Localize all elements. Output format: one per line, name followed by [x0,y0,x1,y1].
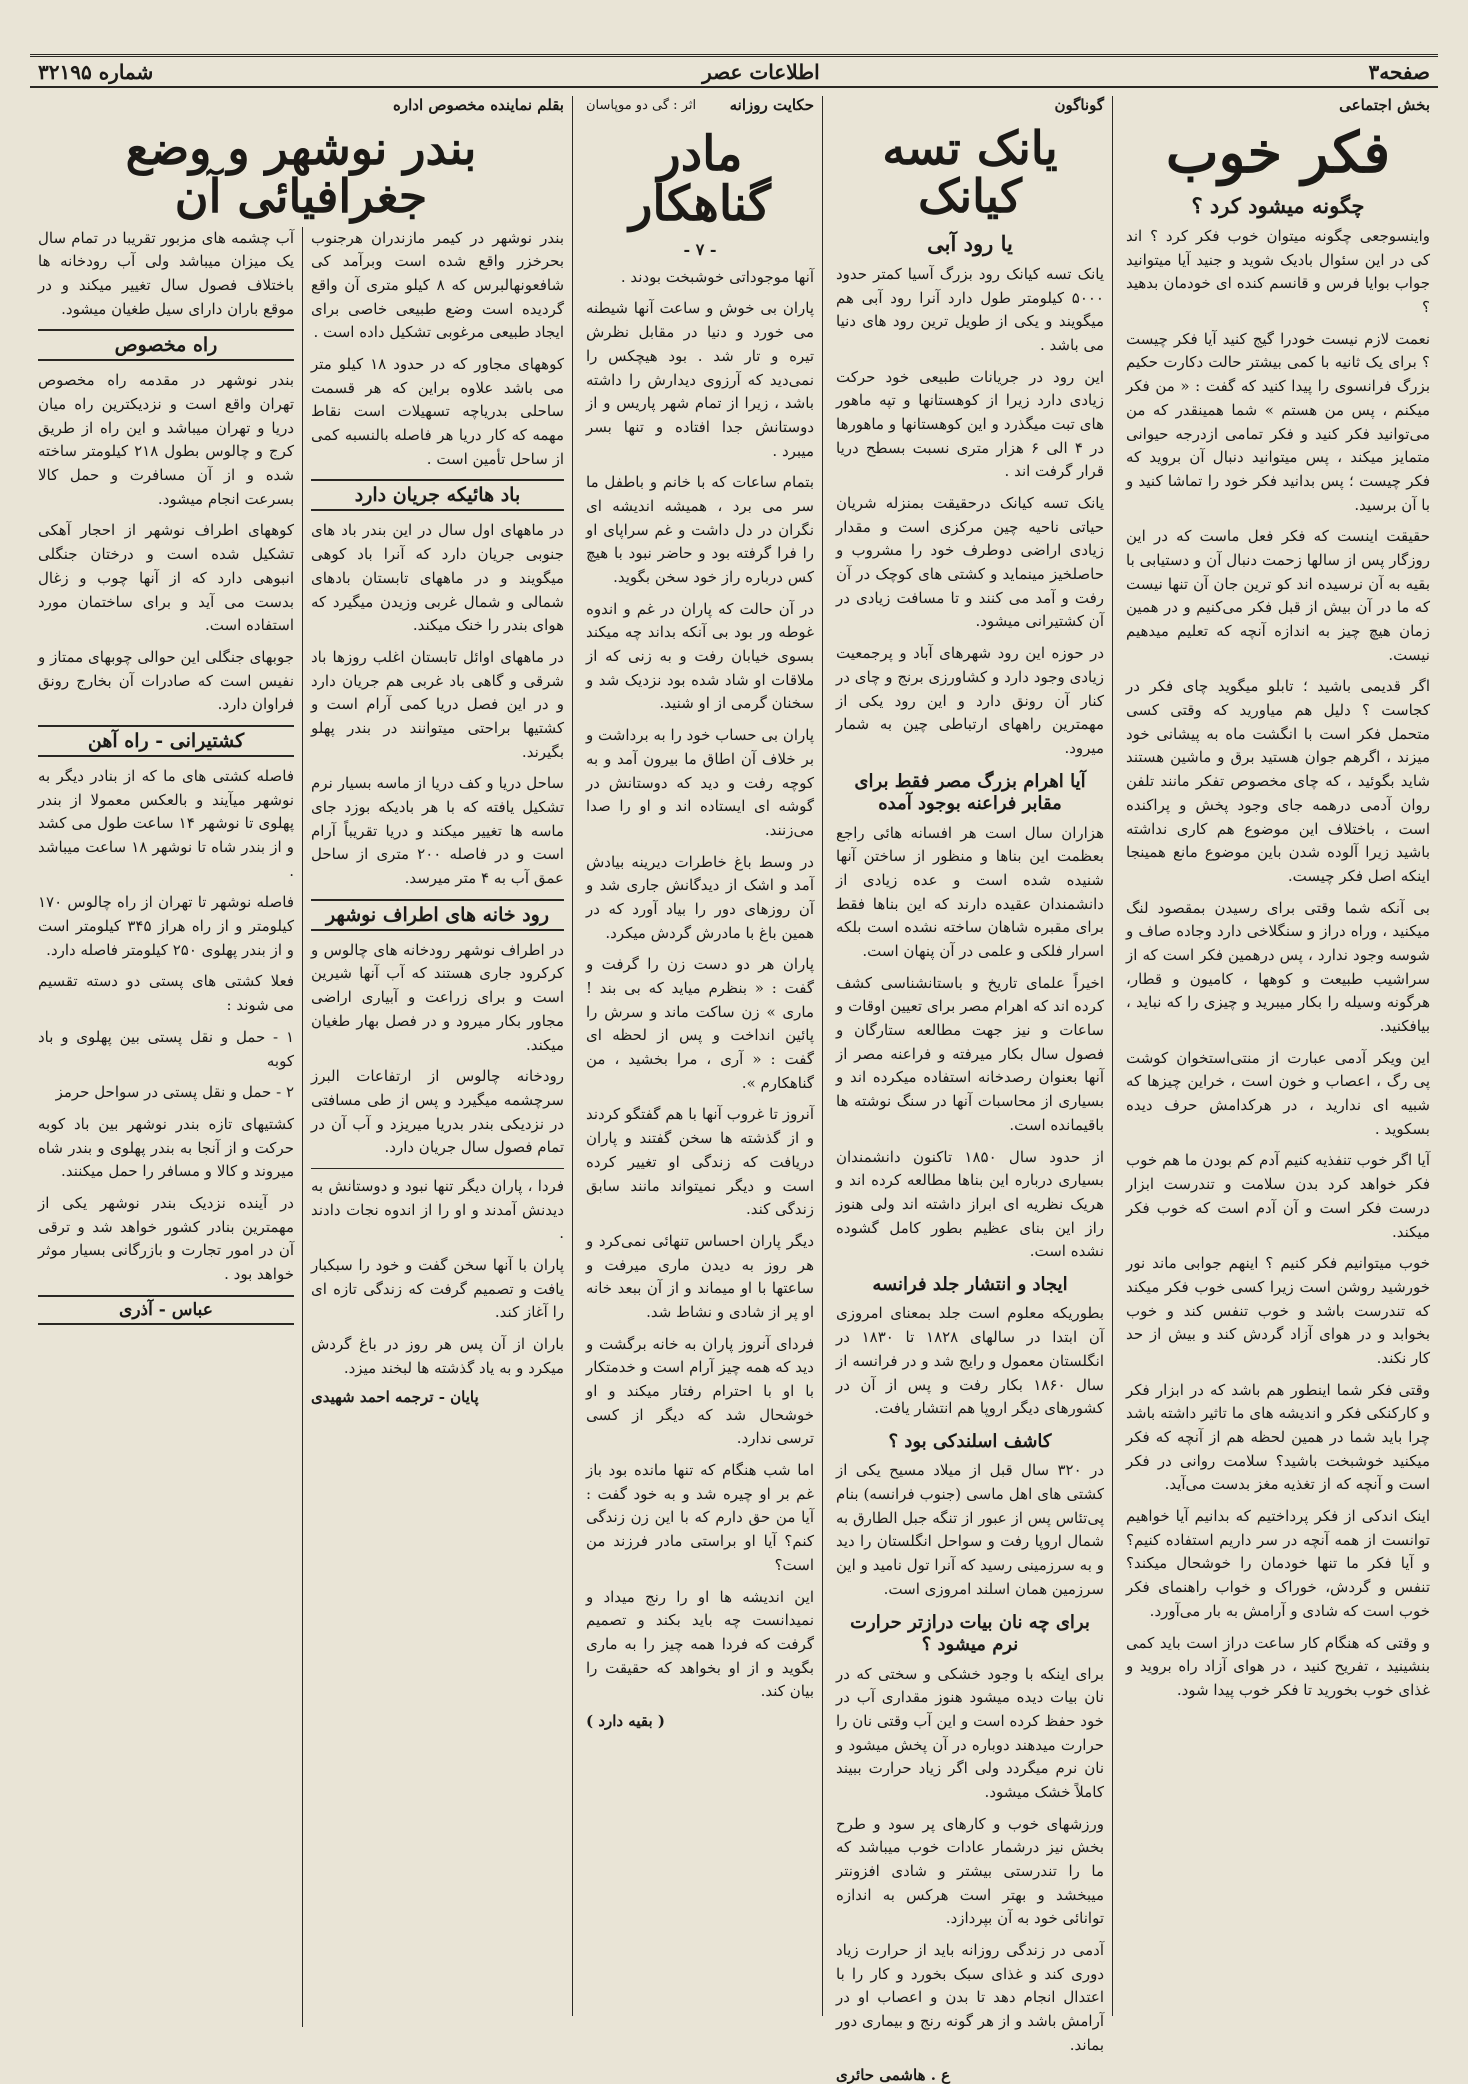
paragraph: در آن حالت که پاران در غم و اندوه غوطه ور بود بی آنکه بداند چه میکند بسوی خیابان رفت و به زنی که از ملاقات او شاد شده بود نزدیک شد و سخنان گرمی از او شنید. [586,599,814,713]
paragraph: آیا اگر خوب تنفذیه کنیم آدم کم بودن ما هم خوب فکر خواهد کرد بدن سلامت و تندرست ابزار درست فکر است و آن آدم است که خوب فکر میکند. [1126,1151,1430,1241]
paragraph: فردای آنروز پاران به خانه برگشت و دید که همه چیز آرام است و خدمتکار با او با احترام رفتار میکند و او خوشحال شد که دیگر از کسی ترسی ندارد. [586,1334,814,1448]
section-label: حکایت روزانه [729,96,814,114]
paragraph: اگر قدیمی باشید ؛ تابلو میگوید چای فکر در کجاست ؟ دلیل هم میاورید که وقتی کسی متحمل فکر است با انگشت ماه به پیشانی خود میزند ، اگرهم جوان هستید برق و ماشین هستند شاید بگوئید ، که چای مخصوص تفکر مانند تلفن روان آدمی درهمه جای وجود پخش و پراکنده است ، باختلاف این موضوع هم کاری نداشته باشید زیرا آلوده شدن باین موضوع مانع همینجا اینکه اصل فکر چیست. [1126,677,1430,885]
paragraph: خوب میتوانیم فکر کنیم ؟ اینهم جوابی ماند نور خورشید روشن است زیرا کسی خوب فکر میکند که تندرست باشد و خوب تنفس کند و خوب بخوابد و در هوای آزاد گردش کند و بیش از حد کار نکند. [1126,1254,1430,1367]
paragraph: نعمت لازم نیست خودرا گیج کنید آیا فکر چیست ؟ برای یک ثانیه با کمی بیشتر حالت دکارت حکیم بزرگ فرانسوی را پیدا کنید که گفت : « من فکر میکنم ، پس من هستم » شما همینقدر که من می‌توانید فکر کنید و فکر تمامی ازدرجه حیوانی متمایز میکند ، پس میتوانید دنبال آن بروید که فکر چیست ؛ پس بدانید فکر خود را تماشا کنید و با آن برسید. [1126,329,1430,514]
subhead-blue-river: یا رود آبی [927,230,1013,256]
column-divider [1112,96,1113,2016]
paragraph: کوههای اطراف نوشهر از احجار آهکی تشکیل شده است و درختان جنگلی انبوهی دارد که از آنها چوب و زغال بدست می آید و برای ساختمان مورد استفاده است. [38,521,294,635]
paragraph: کشتیهای تازه بندر نوشهر بین باد کوبه حرکت و از آنجا به بندر پهلوی و بندر شاه میروند و کالا و مسافر را حمل میکنند. [38,1114,294,1181]
subhead-stale-bread: برای چه نان بیات درازتر حرارت نرم میشود ؟ [850,1611,1090,1656]
headline-yangtze: یانک تسه کیانک [882,121,1058,224]
section-label: بقلم نماینده مخصوص اداره [393,96,564,114]
divider [311,1168,564,1169]
box-title-winds: باد هائیکه جریان دارد [311,479,564,511]
author-signature: عباس - آذری [38,1295,294,1325]
paragraph: یانک تسه کیانک درحقیقت بمنزله شریان حیاتی ناحیه چین مرکزی است و مقدار زیادی اراضی دوطرف خود را مشروب و حاصلخیز مینماید و کشتی های کوچک در آن رفت و آمد می کنند و تا مسافت زیادی در آن کشتیرانی میشود. [836,494,1104,631]
headline-good-thinking: فکر خوب [1165,120,1391,186]
story-header [586,96,814,119]
masthead [30,54,1438,88]
paragraph: پاران بی خوش و ساعت آنها شیطنه می خورد و دنیا در مقابل نظرش تیره و تار شد . بود هیچکس را نمی‌دید که آرزوی دیدارش را داشته باشد ، زیرا از تمام شهر پاریس و از دوستانش جدا افتاده و تنها بسر میبرد . [586,299,814,460]
episode-number: - ۷ - [683,239,717,259]
subhead-binding: ایجاد و انتشار جلد فرانسه [872,1273,1068,1295]
page-number: صفحه۳ [1368,59,1430,84]
paragraph: پاران با آنها سخن گفت و خود را سبکبار یافت و تصمیم گرفت که زندگی تازه ای را آغاز کند. [311,1256,564,1322]
paragraph: بی آنکه شما وقتی برای رسیدن بمقصود لنگ میکنید ، وراه دراز و سنگلاخی دارد وجاده صاف و شوسه وجود ندارد ، پس درهمین فکر است که از سراشیب طبیعت و کوهها ، کامیون و قطار، هرگونه وسیله را بکار میبرید و چیزی را که نباید ، بیافکنید. [1126,898,1430,1036]
section-label: بخش اجتماعی [1339,96,1430,114]
nowshahr-subcolumn-right [302,227,572,2027]
paragraph: در ۳۲۰ سال قبل از میلاد مسیح یکی از کشتی های اهل ماسی (جنوب فرانسه) بنام پی‌تئاس پس از عبور از تنگه جبل الطارق به شمال اروپا رفت و سواحل انگلستان را دید و به سرزمینی رسید که آنرا تول نامید و این سرزمین همان اسلند امروزی است. [836,1461,1104,1598]
paragraph: بندر نوشهر در کیمر مازندران هرجنوب بحرخزر واقع شده است وبرآمد کی شافعونهالبرس که ۸ کیلو متری آن واقع گردیده است وضع طبیعی خاصی برای ایجاد طبیعی مرغوبی تشکیل داده است . [311,228,565,342]
paragraph: در وسط باغ خاطرات دیرینه بیادش آمد و اشک از دیدگانش جاری شد و آن روزهای دور را بیاد آورد که در همین باغ با مادرش گردش میکرد. [586,852,814,942]
paragraph: آب چشمه های مزبور تقریبا در تمام سال یک میزان میباشد ولی آب رودخانه ها باختلاف فصول سال تغییر میکند و در موقع باران دارای سیل طغیان میشود. [38,228,294,318]
paragraph: بندر نوشهر در مقدمه راه مخصوص تهران واقع است و نزدیکترین راه میان دریا و تهران میباشد و این راه از طریق کرج و چالوس بطول ۲۱۸ کیلومتر ساخته شده و از آن مسافرت و حمل کالا بسرعت انجام میشود. [38,371,294,508]
paragraph: آنها موجوداتی خوشبخت بودند . [620,267,814,286]
list-item: ۱ - حمل و نقل پستی بین پهلوی و باد کوبه [38,1027,294,1070]
paragraph: حقیقت اینست که فکر فعل ماست که در این روزگار پس از سالها زحمت دنبال آن و دستیابی با بقیه به آن نرسیده اند کو ترین جان آن تنها نیست که ما در آن بیش از قبل فکر می‌کنیم و در همین زمان هیچ چیز به اندازه آنچه که تعلیم میدهیم نیست. [1126,527,1430,664]
paragraph: ورزشهای خوب و کارهای پر سود و طرح بخش نیز درشمار عادات خوب میباشد که ما را تندرستی بیشتر و شادی افزونتر میبخشد و بهتر است هرکس به اندازه توانائی خود به آن بپردازد. [836,1814,1104,1928]
list-item: ۲ - حمل و نقل پستی در سواحل حرمز [55,1083,294,1102]
author-signature: ع . هاشمی حائری [836,2065,951,2084]
paragraph: در اطراف نوشهر رودخانه های چالوس و کرکرود جاری هستند که آب آنها شیرین است و برای زراعت و آبیاری اراضی مجاور بکار میرود و در فصل بهار طغیان میکند. [311,940,564,1054]
column-divider [572,96,573,2016]
column-good-thinking [1118,96,1438,2016]
nowshahr-subcolumns [30,227,572,2027]
paragraph: از حدود سال ۱۸۵۰ تاکنون دانشمندان بسیاری درباره این بناها مطالعه کرده اند و هریک نظریه ای ابراز داشته اند ولی هنوز راز این بنای عظیم بطور کامل گشوده نشده است. [836,1147,1104,1261]
paragraph: آنروز تا غروب آنها با هم گفتگو کردند و از گذشته ها سخن گفتند و پاران دریافت که زندگی او تغییر کرده است و دیگر نمیتواند مانند سابق زندگی کند. [586,1105,814,1219]
translator-signature: پایان - ترجمه احمد شهیدی [311,1388,479,1407]
paragraph: هزاران سال است هر افسانه هائی راجع بعظمت این بناها و منظور از ساختن آنها شنیده شده است و عده زیادی از دانشمندان عقیده دارند که این بناها فقط برای مقبره شاهان ساخته نشده است بلکه اسرار فلکی و علمی در آن پنهان است. [836,823,1104,961]
headline-nowshahr: بندر نوشهر و وضع جغرافیائی آن [125,121,477,224]
paragraph: برای اینکه با وجود خشکی و سختی که در نان بیات دیده میشود هنوز مقداری آب در خود حفظ کرده است و این آب وقتی نان را حرارت میدهند دوباره در آن پخش میشود و نان نرم میگردد ولی اگر زیاد حرارت ببیند کاملاً خشک میشود. [836,1664,1104,1801]
box-title-rivers: رود خانه های اطراف نوشهر [311,899,564,931]
paragraph: فاصله کشتی های ما که از بنادر دیگر به نوشهر میآیند و بالعکس معمولا از بندر پهلوی تا نوشهر ۱۴ ساعت طول می کشد و از بندر شاه تا نوشهر ۱۸ ساعت میباشد . [38,766,294,880]
subhead-how: چگونه میشود کرد ؟ [1191,192,1365,218]
paragraph: فاصله نوشهر تا تهران از راه چالوس ۱۷۰ کیلومتر و از راه هراز ۳۴۵ کیلومتر است و از بندر پهلوی ۲۵۰ کیلومتر فاصله دارد. [38,893,294,959]
paragraph: وقتی فکر شما اینطور هم باشد که در ابزار فکر و کارکنکی فکر و اندیشه های ما تاثیر داشته باشد چرا باید شما در همین لحظه هم از آنچه که فکر میکنید خوشبخت باشید؟ سلامت روانی در فکر است و آنچه که از تغذیه مغز بدست می‌آید. [1126,1380,1430,1494]
paragraph: باران از آن پس هر روز در باغ گردش میکرد و به یاد گذشته ها لبخند میزد. [311,1335,564,1377]
column-nowshahr [30,96,572,2016]
paragraph: اخیراً علمای تاریخ و باستانشناسی کشف کرده اند که اهرام مصر برای تعیین اوقات و ساعات و نیز جهت مطالعه ستارگان و فصول سال بکار میرفته و فراعنه مصر از آنها بعنوان رصدخانه استفاده میکرده اند و بسیاری از محاسبات آنها در سنگ نوشته ها باقیمانده است. [836,973,1104,1134]
paragraph: اینک اندکی از فکر پرداختیم که بدانیم آیا خواهیم توانست از همه آنچه در سر داریم استفاده کنیم؟ و آیا فکر ما تنها خودمان را خوشحال میکند؟ تنفس و گردش، خوراک و خواب راهنمای فکر خوب است که شادی و آرامش به بار می‌آورد. [1126,1507,1430,1620]
paragraph: رودخانه چالوس از ارتفاعات البرز سرچشمه میگیرد و پس از طی مسافتی در نزدیکی بندر بدریا میریزد و آب آن در تمام فصول سال جریان دارد. [311,1067,564,1157]
paragraph: در ماههای اوائل تابستان اغلب روزها باد شرقی و گاهی باد غربی هم جریان دارد و در این فصل دریا کمی آرام است و کشتیها براحتی میتوانند در بندر پهلو بگیرند. [311,647,564,761]
paragraph: پاران هر دو دست زن را گرفت و گفت : « بنظرم میاید که بی بند ! ماری » زن ساکت ماند و سرش را پائین انداخت و پس از لحظه ای گفت : « آری ، مرا بخشید ، من گناهکارم ». [586,955,814,1092]
subhead-iceland: کاشف اسلندکی بود ؟ [888,1430,1052,1452]
column-miscellany [828,96,1112,2084]
paragraph: یانک تسه کیانک رود بزرگ آسیا کمتر حدود ۵۰۰۰ کیلومتر طول دارد آنرا رود آبی هم میگویند و یکی از طویل ترین رود های دنیا می باشد . [836,264,1104,354]
paragraph: دیگر پاران احساس تنهائی نمی‌کرد و هر روز به دیدن ماری میرفت و ساعتها با او میماند و از آن ببعد خانه او پر از شادی و نشاط شد. [586,1231,814,1321]
paper-title: اطلاعات عصر [702,59,820,84]
paragraph: و وقتی که هنگام کار ساعت دراز است باید کمی بنشینید ، تفریح کنید ، در هوای آزاد راه بروید و غذای خوب بخورید تا فکر خوب پیدا شود. [1126,1633,1430,1699]
paragraph: بطوریکه معلوم است جلد بمعنای امروزی آن ابتدا در سالهای ۱۸۲۸ تا ۱۸۳۰ در انگلستان معمول و رایج شد و در فرانسه از سال ۱۸۶۰ بکار رفت و پس از آن در کشورهای دیگر اروپا هم انتشار یافت. [836,1304,1104,1418]
section-label: گوناگون [1054,96,1104,114]
issue-number: شماره ۳۲۱۹۵ [38,59,154,84]
box-title-special-road: راه مخصوص [38,329,294,361]
paragraph: پاران بی حساب خود را به برداشت و بر خلاف آن اطاق ما بیرون آمد و به کوچه رفت و دید که دوستانش در گوشه ای ایستاده اند و او را صدا می‌زنند. [586,726,814,839]
nowshahr-subcolumn-left [30,227,302,2027]
continued-note: ( بقیه دارد ) [586,1711,665,1730]
paragraph: در حوزه این رود شهرهای آباد و پرجمعیت زیادی وجود دارد و کشاورزی برنج و چای در کنار آن رونق دارد و این رود یکی از مهمترین راههای ارتباطی چین به شمار میرود. [836,644,1104,757]
paragraph: آدمی در زندگی روزانه باید از حرارت زیاد دوری کند و غذای سبک بخورد و کار را با اعتدال انجام دهد تا بدن و اعصاب او در آرامش باشد و از هر گونه رنج و بیماری دور بماند. [836,1941,1104,2054]
paragraph: کوههای مجاور که در حدود ۱۸ کیلو متر می باشد علاوه براین که هر قسمت ساحلی بدرياچه تسهیلات است نقاط مهمه که کار دریا هر فاصله بالنسبه کمی از ساحل تأمین است . [311,355,564,468]
box-title-shipping: کشتیرانی - راه آهن [38,725,294,757]
paragraph: اما شب هنگام که تنها مانده بود باز غم بر او چیره شد و به خود گفت : آیا من حق دارم که با این زن زندگی کنم؟ آیا او براستی مادر فرزند من است؟ [586,1461,814,1574]
paragraph: در ماههای اول سال در این بندر باد های جنوبی جریان دارد که آنرا باد کوهی میگویند و در ماههای تابستان بادهای شمالی و شمال غربی وزیدن میگیرد که هوای بندر را خنک میکند. [311,521,564,635]
paragraph: این رود در جریانات طبیعی خود حرکت زیادی دارد زیرا از کوهستانها و تپه ماهور های تبت میگذرد و این کوهستانها و ماهورها در ۴ الی ۶ هزار متری نسبت بسطح دریا قرار گرفت اند . [836,367,1104,481]
paragraph: ساحل دریا و کف دریا از ماسه بسیار نرم تشکیل یافته که با هر بادیکه بوزد جای ماسه ها تغییر میکند و دریا تقریباً آرام است و در فاصله ۲۰۰ متری از ساحل عمق آب به ۴ متر میرسد. [311,774,564,888]
story-author: اثر : گی دو موپاسان [586,98,697,113]
paragraph: بتمام ساعات که با خانم و باطفل ما سر می برد ، همیشه اندیشه ای نگران در دل داشت و غم سراپای او را فرا گرفته بود و حاضر نبود با هیچ کس درباره راز خود سخن بگوید. [586,473,814,587]
headline-guilty-mother: مادر گناهکار [629,126,771,233]
column-story [578,96,822,2016]
paragraph: فعلا کشتی های پستی دو دسته تقسیم می شوند : [38,972,294,1015]
subhead-pyramids: آیا اهرام بزرگ مصر فقط برای مقابر فراعنه بوجود آمده [854,770,1086,815]
paragraph: واینسوجعی چگونه میتوان خوب فکر کرد ؟ اند کی در این سئوال بادیک شوید و جنید آیا میتوانید جواب بوایا فرس و قانسم کنده ای خودمان بدهید ؟ [1126,227,1430,317]
paragraph: این اندیشه ها او را رنج میداد و نمیدانست چه باید بکند و تصمیم گرفت که فردا همه چیز را به ماری بگوید و از او بخواهد که حقیقت را بیان کند. [586,1587,814,1701]
paragraph: در آینده نزدیک بندر نوشهر یکی از مهمترین بنادر کشور خواهد شد و ترقی آن در امور تجارت و بازرگانی بسیار موثر خواهد بود . [38,1193,294,1284]
paragraph: این ویکر آدمی عبارت از منتی‌استخوان کوشت پی رگ ، اعصاب و خون است ، خراین چیزها که شبیه ای ندارید ، در هرکدامش حرف دیده بسکوید . [1126,1048,1430,1138]
paragraph: فردا ، پاران دیگر تنها نبود و دوستانش به دیدنش آمدند و او را از اندوه نجات دادند . [311,1176,564,1243]
column-divider [822,96,823,2016]
paragraph: جوبهای جنگلی این حوالی چوبهای ممتاز و نفیس است که صادرات آن بخارج رونق فراوان دارد. [38,647,294,714]
